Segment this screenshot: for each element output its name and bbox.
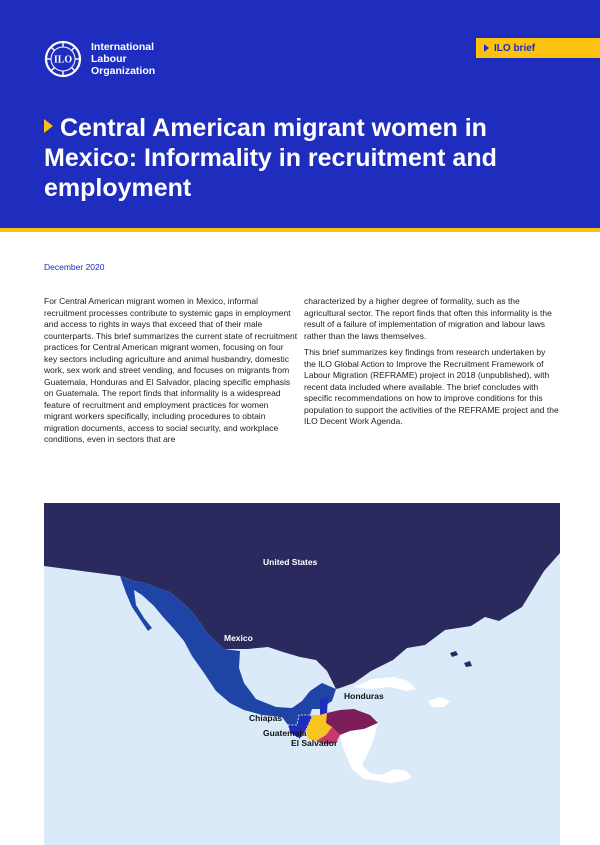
united-states-shape bbox=[44, 503, 560, 689]
map-label-mexico: Mexico bbox=[224, 633, 253, 643]
belize-shape bbox=[320, 697, 328, 715]
page-title: Central American migrant women in Mexico: Informality in recruitment and employment bbox=[44, 114, 497, 202]
svg-text:ILO: ILO bbox=[53, 54, 73, 66]
organization-name: International Labour Organization bbox=[91, 41, 156, 77]
body-paragraph: For Central American migrant women in Mexico, informal recruitment processes contribute to systemic gaps in employment and access to rights in ways that exceed that of their male counterparts. This brief summarizes the current state of recruitment practices for Central American migrant women, focusing on four key sectors including agriculture and animal husbandry, domestic work, sex work and street vending, and focuses on migrants from Guatemala, Honduras and El Salvador, placing specific emphasis on Guatemala. The report finds that informality is a widespread feature of recruitment and employment practices for women migrant workers specifically, including procedures to obtain migration documents, access to social security, and workplace conditions, even in sectors that are bbox=[44, 296, 298, 444]
triangle-arrow-icon bbox=[484, 44, 489, 52]
map-graphic bbox=[44, 503, 560, 845]
map-label-honduras: Honduras bbox=[344, 691, 384, 701]
body-column-right bbox=[304, 296, 559, 433]
ilo-logo[interactable] bbox=[44, 40, 155, 78]
triangle-arrow-icon bbox=[44, 119, 53, 133]
body-paragraph: This brief summarizes key findings from research undertaken by the ILO Global Action to Improve the Recruitment Framework of Labour Migration (REFRAME) project in 2018 (unpublished), with recent data included where available. The brief concludes with specific recommendations on how to improve conditions for this population to support the activities of the REFRAME project and the ILO Decent Work Agenda. bbox=[304, 347, 559, 426]
ilo-brief-badge: ILO brief bbox=[476, 38, 600, 58]
ilo-emblem-icon bbox=[44, 40, 82, 78]
nicaragua-costa-rica-panama-shape bbox=[340, 723, 412, 783]
map-label-united-states: United States bbox=[263, 557, 318, 567]
bahamas-islands-shape bbox=[450, 651, 472, 667]
cuba-shape bbox=[354, 677, 416, 691]
region-map bbox=[44, 503, 560, 845]
hispaniola-shape bbox=[428, 697, 450, 707]
body-paragraph: characterized by a higher degree of formality, such as the agricultural sector. The report finds that often this informality is the result of a failure of implementation of migration and labour laws rather than the laws themselves. bbox=[304, 296, 552, 341]
map-label-el-salvador: El Salvador bbox=[291, 738, 338, 748]
map-label-guatemala: Guatemala bbox=[263, 728, 307, 738]
accent-divider bbox=[0, 228, 600, 232]
body-column-left bbox=[44, 296, 299, 451]
header-banner bbox=[0, 0, 600, 228]
publication-date: December 2020 bbox=[44, 262, 105, 272]
map-label-chiapas: Chiapas bbox=[249, 713, 283, 723]
